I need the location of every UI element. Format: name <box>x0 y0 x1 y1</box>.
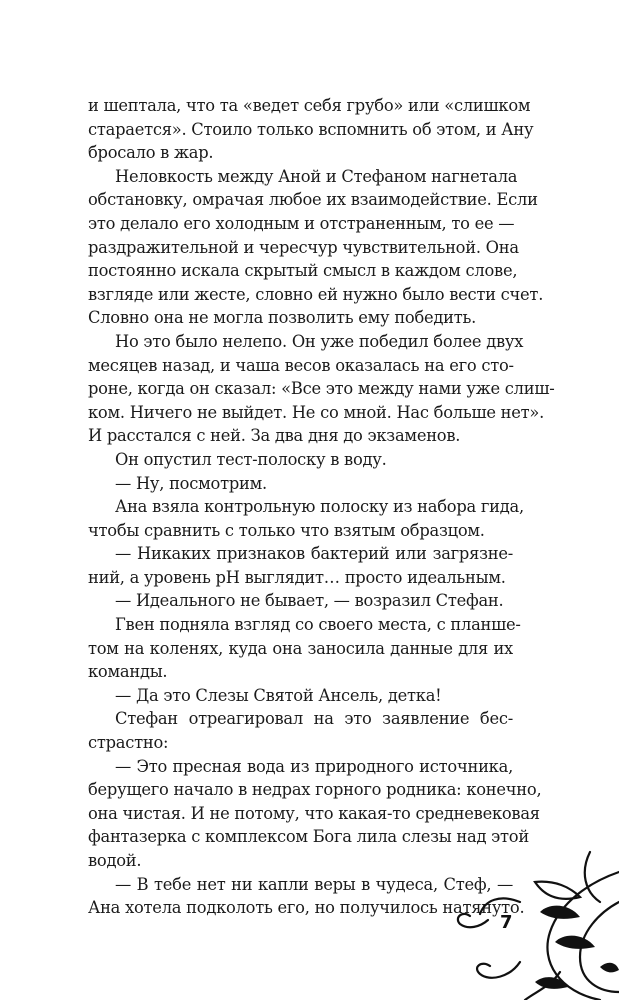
text-line: месяцев назад, и чаша весов оказалась на его сто- <box>88 355 514 375</box>
text-line: раздражительной и чересчур чувствительной. Она <box>88 237 519 257</box>
text-line: Он опустил тест-полоску в воду. <box>115 449 387 469</box>
text-line: роне, когда он сказал: «Все это между нами уже слиш- <box>88 379 555 399</box>
text-line: обстановку, омрачая любое их взаимодействие. Если <box>88 190 538 210</box>
text-line: Ана взяла контрольную полоску из набора гида, <box>115 497 524 517</box>
text-line: — Да это Слезы Святой Ансель, детка! <box>115 685 442 705</box>
text-line: — Никаких признаков бактерий или загрязне- <box>115 544 513 564</box>
text-line: ний, а уровень pH выглядит… просто идеальным. <box>88 567 506 587</box>
page-number: 7 <box>500 912 513 933</box>
text-line: взгляде или жесте, словно ей нужно было вести счет. <box>88 284 544 304</box>
text-line: и шептала, что та «ведет себя грубо» или «слишком <box>88 96 531 115</box>
text-line: Гвен подняла взгляд со своего места, с планше- <box>115 615 521 635</box>
text-line: И расстался с ней. За два дня до экзаменов. <box>88 426 461 446</box>
text-line: — В тебе нет ни капли веры в чудеса, Стеф, — <box>115 874 513 894</box>
text-line: Словно она не могла позволить ему победить. <box>88 308 477 328</box>
text-line: водой. <box>88 851 142 870</box>
text-line: постоянно искала скрытый смысл в каждом слове, <box>88 261 518 281</box>
text-line: Стефан отреагировал на это заявление бес- <box>115 709 513 729</box>
text-line: бросало в жар. <box>88 143 214 163</box>
text-line: она чистая. И не потому, что какая-то средневековая <box>88 803 540 823</box>
text-line: старается». Стоило только вспомнить об этом, и Ану <box>88 119 534 139</box>
text-line: том на коленях, куда она заносила данные для их <box>88 638 513 658</box>
page-text <box>88 94 555 920</box>
floral-flourish-icon <box>440 842 619 1000</box>
text-line: страстно: <box>88 733 169 753</box>
text-line: Но это было нелепо. Он уже победил более двух <box>115 331 524 351</box>
text-line: берущего начало в недрах горного родника: конечно, <box>88 780 542 800</box>
text-line: Ана хотела подколоть его, но получилось натянуто. <box>88 898 525 918</box>
text-line: Неловкость между Аной и Стефаном нагнетала <box>115 166 518 186</box>
text-line: — Ну, посмотрим. <box>115 473 267 493</box>
text-line: — Это пресная вода из природного источника, <box>115 756 513 776</box>
text-line: чтобы сравнить с только что взятым образцом. <box>88 520 485 540</box>
text-line: фантазерка с комплексом Бога лила слезы над этой <box>88 827 529 847</box>
text-line: ком. Ничего не выйдет. Не со мной. Нас больше нет». <box>88 402 545 422</box>
text-line: — Идеального не бывает, — возразил Стефан. <box>115 591 504 611</box>
text-line: команды. <box>88 662 168 682</box>
text-line: это делало его холодным и отстраненным, то ее — <box>88 213 515 233</box>
